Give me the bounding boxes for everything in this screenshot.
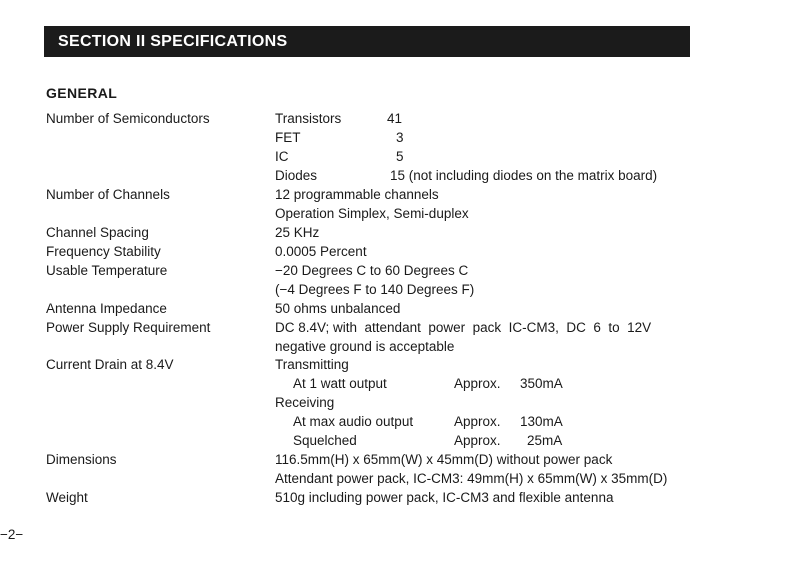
rx-approx-squelched: Approx. xyxy=(454,433,501,448)
antenna-impedance-label: Antenna Impedance xyxy=(46,301,167,316)
frequency-stability-label: Frequency Stability xyxy=(46,244,161,259)
dimensions-label: Dimensions xyxy=(46,452,117,467)
tx-value: 350mA xyxy=(520,376,563,391)
ic-name: IC xyxy=(275,149,289,164)
power-supply-label: Power Supply Requirement xyxy=(46,320,211,335)
frequency-stability-value: 0.0005 Percent xyxy=(275,244,367,259)
channels-label: Number of Channels xyxy=(46,187,170,202)
tx-approx: Approx. xyxy=(454,376,501,391)
fet-name: FET xyxy=(275,130,301,145)
rx-value-squelched: 25mA xyxy=(527,433,563,448)
semiconductors-label: Number of Semiconductors xyxy=(46,111,210,126)
dimensions-line2: Attendant power pack, IC-CM3: 49mm(H) x 65mm(W) x 35mm(D) xyxy=(275,471,668,486)
section-title: SECTION II SPECIFICATIONS xyxy=(44,26,690,57)
rx-condition-max-audio: At max audio output xyxy=(293,414,414,429)
transistors-count: 41 xyxy=(387,111,403,126)
transistors-name: Transistors xyxy=(275,111,342,126)
rx-value-max-audio: 130mA xyxy=(520,414,563,429)
power-supply-line2: negative ground is acceptable xyxy=(275,339,455,354)
receiving-heading: Receiving xyxy=(275,395,335,410)
usable-temperature-line2: (−4 Degrees F to 140 Degrees F) xyxy=(275,282,475,297)
ic-count: 5 xyxy=(396,149,404,164)
rx-condition-squelched: Squelched xyxy=(293,433,357,448)
channel-spacing-value: 25 KHz xyxy=(275,225,320,240)
tx-condition: At 1 watt output xyxy=(293,376,387,391)
weight-value: 510g including power pack, IC-CM3 and flexible antenna xyxy=(275,490,614,505)
fet-count: 3 xyxy=(396,130,404,145)
diodes-count: 15 (not including diodes on the matrix board) xyxy=(390,168,658,183)
usable-temperature-label: Usable Temperature xyxy=(46,263,168,278)
channels-line2: Operation Simplex, Semi-duplex xyxy=(275,206,469,221)
channel-spacing-label: Channel Spacing xyxy=(46,225,149,240)
transmitting-heading: Transmitting xyxy=(275,357,349,372)
general-heading: GENERAL xyxy=(46,85,118,101)
power-supply-line1: DC 8.4V; with attendant power pack IC-CM3, DC 6 to 12V xyxy=(275,320,652,335)
page-number: −2− xyxy=(0,527,24,542)
antenna-impedance-value: 50 ohms unbalanced xyxy=(275,301,401,316)
weight-label: Weight xyxy=(46,490,88,505)
rx-approx-max-audio: Approx. xyxy=(454,414,501,429)
channels-line1: 12 programmable channels xyxy=(275,187,439,202)
usable-temperature-line1: −20 Degrees C to 60 Degrees C xyxy=(275,263,469,278)
diodes-name: Diodes xyxy=(275,168,318,183)
dimensions-line1: 116.5mm(H) x 65mm(W) x 45mm(D) without power pack xyxy=(275,452,613,467)
current-drain-label: Current Drain at 8.4V xyxy=(46,357,174,372)
